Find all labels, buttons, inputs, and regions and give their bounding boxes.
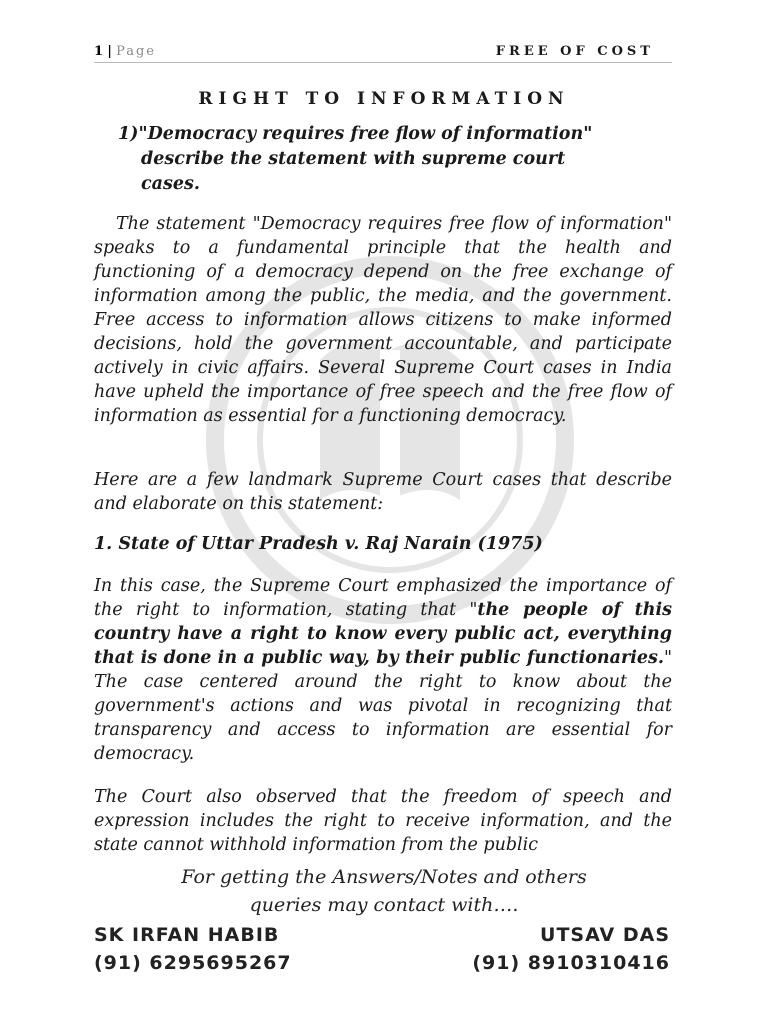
- case-1-paragraph: [94, 574, 672, 766]
- footer-line-2: queries may contact with….: [249, 894, 519, 916]
- page-separator: |: [107, 44, 112, 59]
- question-line-1: "Democracy requires free flow of information": [138, 124, 593, 144]
- landmark-paragraph: Here are a few landmark Supreme Court cases that describe and elaborate on this statement:: [94, 470, 672, 514]
- contact-left-phone: (91) 6295695267: [94, 952, 292, 974]
- court-observed-paragraph: The Court also observed that the freedom of speech and expression includes the right to receive information, and the state cannot withhold information from the public: [94, 787, 672, 855]
- case-1-heading: 1. State of Uttar Pradesh v. Raj Narain (1975): [94, 534, 543, 554]
- contact-right-name: UTSAV DAS: [540, 924, 670, 946]
- header-free-of-cost: FREE OF COST: [495, 44, 654, 59]
- contact-left-name: SK IRFAN HABIB: [94, 924, 280, 946]
- document-title: RIGHT TO INFORMATION: [198, 89, 570, 109]
- question-line-3: cases.: [141, 174, 200, 194]
- intro-text: The statement "Democracy requires free flow of information" speaks to a fundamental principle that the health and functioning of a democracy depend on the free exchange of information among the public, the media, and the government. Free access to information allows citizens to make informed decisions, hold the government accountable, and participate actively in civic affairs. Several Supreme Court cases in India have upheld the importance of free speech and the free flow of information as essential for a functioning democracy.: [94, 214, 672, 426]
- case-1-quote: the people of this country have a right to know every public act, everything that is done in a public way, by their public functionaries.: [94, 600, 672, 668]
- question-line-2: describe the statement with supreme court: [141, 149, 566, 169]
- page-indicator: [94, 44, 156, 59]
- page-header: [94, 42, 672, 63]
- question-1: [118, 122, 678, 197]
- intro-paragraph: [94, 212, 672, 428]
- page-number: 1: [94, 44, 104, 59]
- page-label: Page: [116, 44, 156, 59]
- case-1-text-post: " The case centered around the right to know about the government's actions and was pivotal in recognizing that transparency and access to information are essential for democracy.: [94, 648, 672, 764]
- contact-right-phone: (91) 8910310416: [472, 952, 670, 974]
- question-number: 1): [118, 124, 139, 144]
- case-1-text-pre: In this case, the Supreme Court emphasized the importance of the right to information, stating that ": [94, 576, 672, 620]
- footer-line-1: For getting the Answers/Notes and others: [181, 866, 587, 888]
